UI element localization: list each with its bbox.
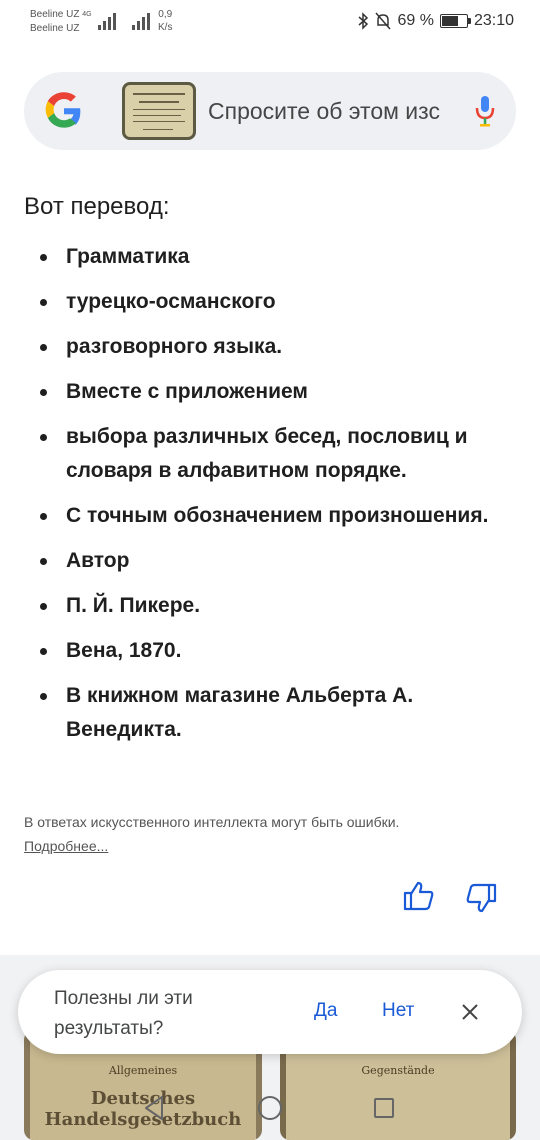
thumb-down-icon[interactable] — [464, 882, 498, 914]
list-item: В книжном магазине Альберта А. Венедикта. — [40, 679, 520, 747]
carrier-labels — [30, 8, 92, 36]
battery-icon — [440, 14, 468, 28]
carrier-2: Beeline UZ — [30, 23, 80, 34]
translation-list — [40, 240, 520, 758]
list-item: турецко-османского — [40, 285, 520, 319]
bluetooth-icon — [357, 12, 369, 30]
list-item: Автор — [40, 544, 520, 578]
microphone-icon[interactable] — [474, 94, 496, 128]
mute-bell-icon — [375, 12, 391, 30]
list-item: С точным обозначением произношения. — [40, 499, 520, 533]
close-icon[interactable] — [458, 1000, 482, 1024]
card-small-text: Gegenstände — [361, 1064, 435, 1077]
signal-icon — [96, 11, 118, 31]
list-item: Вена, 1870. — [40, 634, 520, 668]
speed-unit: K/s — [158, 22, 173, 33]
card-small-text: Allgemeines — [108, 1064, 178, 1077]
list-item: П. Й. Пикере. — [40, 589, 520, 623]
learn-more-link[interactable]: Подробнее... — [24, 838, 109, 854]
image-thumbnail[interactable] — [122, 82, 196, 140]
ai-disclaimer — [24, 810, 524, 858]
card-title: Deutsches Handelsgesetzbuch — [44, 1088, 242, 1130]
thumb-up-icon[interactable] — [402, 880, 436, 912]
battery-percent: 69 % — [397, 12, 434, 29]
back-icon[interactable] — [142, 1094, 166, 1122]
list-item: Вместе с приложением — [40, 375, 520, 409]
recent-apps-icon[interactable] — [374, 1098, 394, 1118]
yes-button[interactable]: Да — [314, 1000, 338, 1021]
battery-fill — [442, 16, 458, 26]
no-button[interactable]: Нет — [382, 1000, 415, 1021]
feedback-prompt — [18, 970, 522, 1054]
feedback-question: Полезны ли эти результаты? — [54, 988, 193, 1039]
network-type: 4G — [82, 11, 92, 18]
clock: 23:10 — [473, 12, 514, 29]
network-speed — [158, 8, 172, 34]
search-bar[interactable] — [24, 72, 516, 150]
search-input[interactable]: Спросите об этом изс — [208, 98, 440, 124]
carrier-1: Beeline UZ — [30, 9, 80, 20]
list-item: Грамматика — [40, 240, 520, 274]
list-item: разговорного языка. — [40, 330, 520, 364]
disclaimer-text: В ответах искусственного интеллекта могут быть ошибки. — [24, 814, 400, 830]
list-item: выбора различных бесед, пословиц и словаря в алфавитном порядке. — [40, 420, 520, 488]
signal-icon-2 — [130, 11, 152, 31]
speed-value: 0,9 — [158, 9, 173, 20]
answer-heading: Вот перевод: — [24, 193, 170, 220]
status-bar — [0, 0, 540, 44]
home-icon[interactable] — [258, 1096, 282, 1120]
google-logo-icon — [44, 91, 84, 131]
